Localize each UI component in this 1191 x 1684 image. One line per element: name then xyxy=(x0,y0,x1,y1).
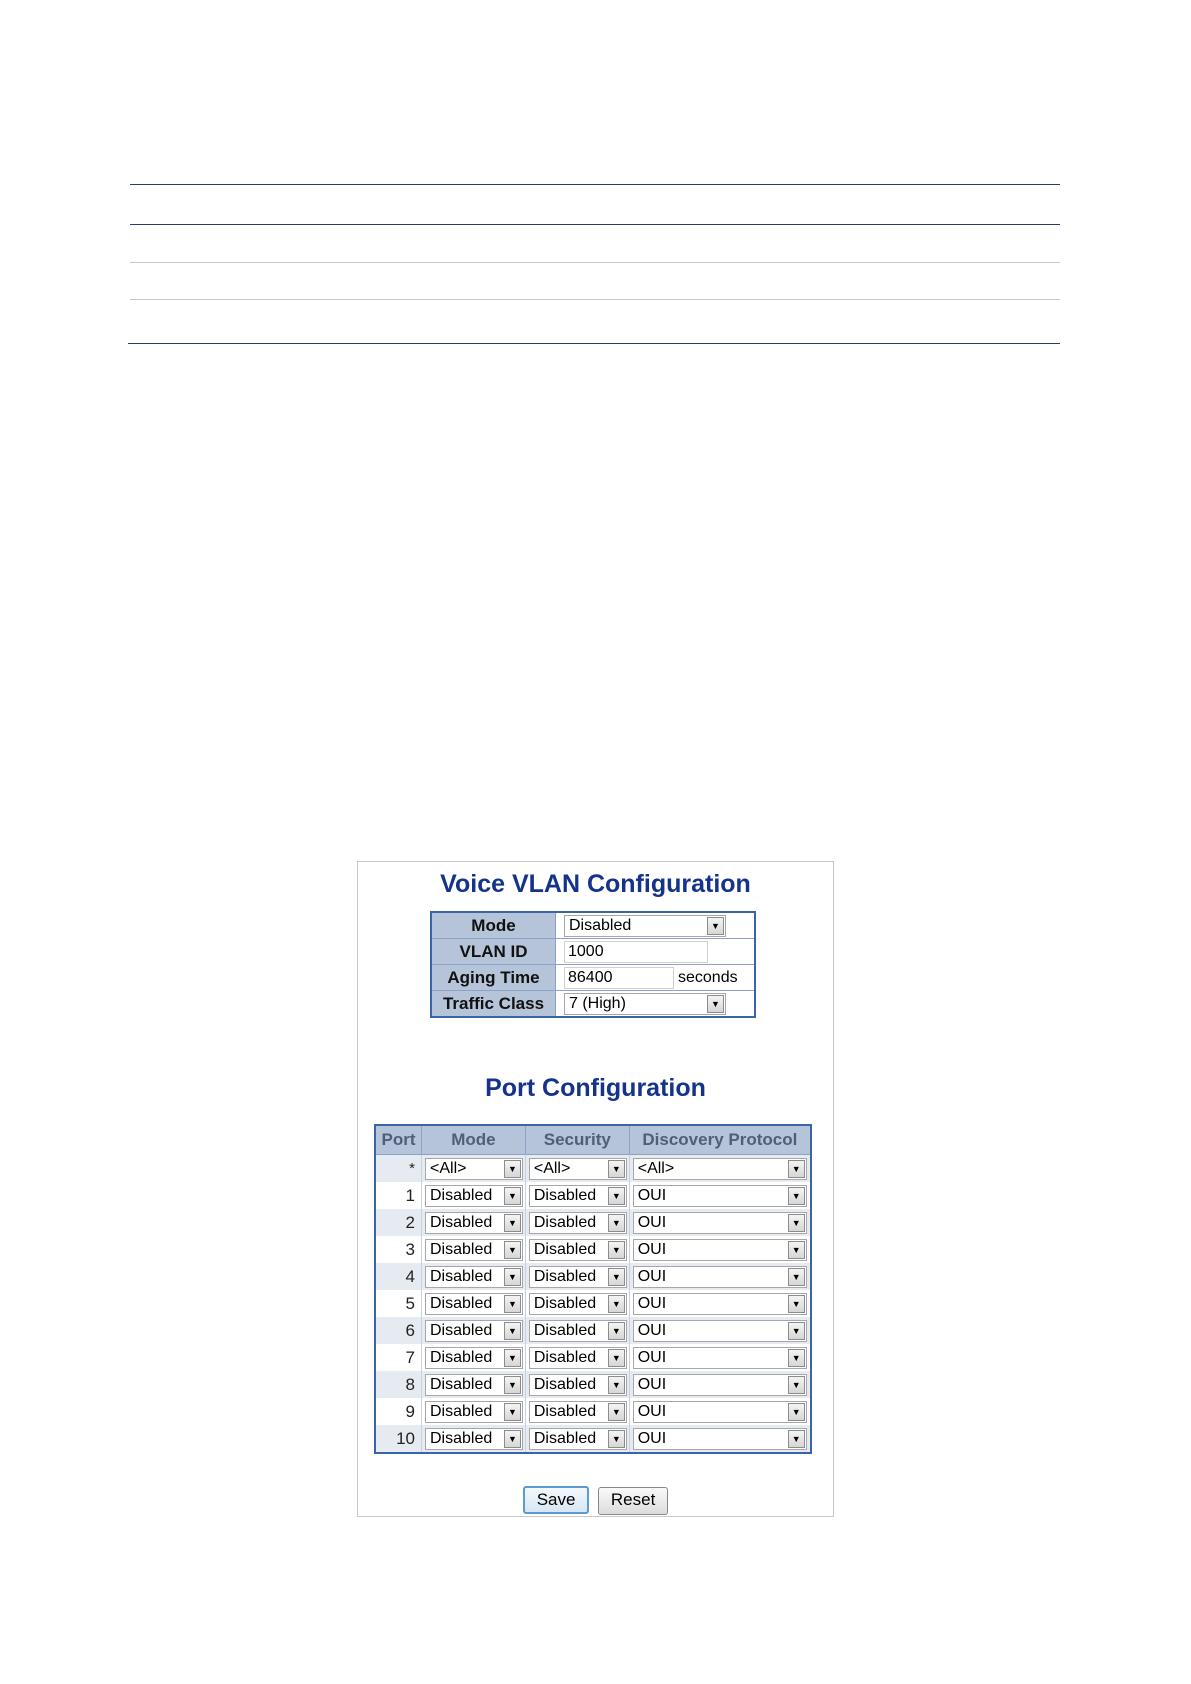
chevron-down-icon[interactable]: ▼ xyxy=(788,1322,805,1340)
chevron-down-icon[interactable]: ▼ xyxy=(504,1322,521,1340)
voice-vlan-config-table xyxy=(430,911,756,1018)
chevron-down-icon[interactable]: ▼ xyxy=(608,1268,625,1286)
chevron-down-icon[interactable]: ▼ xyxy=(504,1187,521,1205)
table-rule-header xyxy=(130,224,1060,225)
chevron-down-icon[interactable]: ▼ xyxy=(788,1376,805,1394)
chevron-down-icon[interactable]: ▼ xyxy=(608,1349,625,1367)
port-cell: 4 xyxy=(375,1263,422,1290)
security-select-all[interactable]: <All> ▼ xyxy=(529,1158,627,1180)
protocol-select[interactable]: OUI ▼ xyxy=(633,1428,807,1450)
table-row xyxy=(375,1398,811,1425)
port-cell: 1 xyxy=(375,1182,422,1209)
chevron-down-icon[interactable]: ▼ xyxy=(608,1376,625,1394)
chevron-down-icon[interactable]: ▼ xyxy=(608,1160,625,1178)
chevron-down-icon[interactable]: ▼ xyxy=(608,1322,625,1340)
mode-select[interactable]: Disabled ▼ xyxy=(425,1212,523,1234)
chevron-down-icon[interactable]: ▼ xyxy=(608,1214,625,1232)
security-select[interactable]: Disabled ▼ xyxy=(529,1374,627,1396)
mode-select[interactable]: Disabled ▼ xyxy=(425,1428,523,1450)
chevron-down-icon[interactable]: ▼ xyxy=(608,1430,625,1448)
chevron-down-icon[interactable]: ▼ xyxy=(608,1187,625,1205)
form-buttons xyxy=(358,1486,833,1515)
chevron-down-icon[interactable]: ▼ xyxy=(788,1295,805,1313)
port-cell: 3 xyxy=(375,1236,422,1263)
mode-label: Mode xyxy=(431,912,556,939)
port-cell: 5 xyxy=(375,1290,422,1317)
port-config-table xyxy=(374,1124,812,1454)
chevron-down-icon[interactable]: ▼ xyxy=(788,1430,805,1448)
protocol-select-all[interactable]: <All> ▼ xyxy=(633,1158,807,1180)
voice-vlan-title: Voice VLAN Configuration xyxy=(440,870,751,898)
table-row-all xyxy=(375,1155,811,1183)
security-select[interactable]: Disabled ▼ xyxy=(529,1401,627,1423)
traffic-class-select[interactable]: 7 (High) ▼ xyxy=(564,993,726,1015)
protocol-select[interactable]: OUI ▼ xyxy=(633,1239,807,1261)
port-cell: 2 xyxy=(375,1209,422,1236)
chevron-down-icon[interactable]: ▼ xyxy=(504,1241,521,1259)
security-select[interactable]: Disabled ▼ xyxy=(529,1347,627,1369)
chevron-down-icon[interactable]: ▼ xyxy=(504,1376,521,1394)
mode-select[interactable]: Disabled ▼ xyxy=(425,1185,523,1207)
vlan-id-label: VLAN ID xyxy=(431,939,556,965)
chevron-down-icon[interactable]: ▼ xyxy=(608,1403,625,1421)
protocol-select[interactable]: OUI ▼ xyxy=(633,1212,807,1234)
chevron-down-icon[interactable]: ▼ xyxy=(788,1349,805,1367)
port-cell: 6 xyxy=(375,1317,422,1344)
chevron-down-icon[interactable]: ▼ xyxy=(504,1349,521,1367)
table-rule-row xyxy=(130,299,1060,300)
table-rule-bottom xyxy=(128,343,1060,344)
port-cell: 10 xyxy=(375,1425,422,1453)
mode-select[interactable]: Disabled ▼ xyxy=(425,1293,523,1315)
chevron-down-icon[interactable]: ▼ xyxy=(788,1268,805,1286)
aging-time-unit: seconds xyxy=(678,968,738,986)
chevron-down-icon[interactable]: ▼ xyxy=(707,995,724,1013)
protocol-select[interactable]: OUI ▼ xyxy=(633,1374,807,1396)
port-cell: * xyxy=(375,1155,422,1183)
table-row xyxy=(375,1317,811,1344)
traffic-class-label: Traffic Class xyxy=(431,991,556,1018)
security-select[interactable]: Disabled ▼ xyxy=(529,1212,627,1234)
table-row xyxy=(375,1371,811,1398)
chevron-down-icon[interactable]: ▼ xyxy=(788,1160,805,1178)
port-config-title: Port Configuration xyxy=(485,1074,706,1102)
save-button[interactable]: Save xyxy=(523,1486,590,1514)
column-header-mode: Mode xyxy=(422,1125,526,1155)
column-header-security: Security xyxy=(525,1125,629,1155)
aging-time-input[interactable]: 86400 xyxy=(564,967,674,989)
vlan-id-input[interactable]: 1000 xyxy=(564,941,708,963)
mode-select[interactable]: Disabled ▼ xyxy=(425,1374,523,1396)
table-row xyxy=(375,1344,811,1371)
chevron-down-icon[interactable]: ▼ xyxy=(504,1430,521,1448)
mode-select[interactable]: Disabled ▼ xyxy=(425,1266,523,1288)
chevron-down-icon[interactable]: ▼ xyxy=(707,917,724,935)
protocol-select[interactable]: OUI ▼ xyxy=(633,1320,807,1342)
chevron-down-icon[interactable]: ▼ xyxy=(788,1403,805,1421)
protocol-select[interactable]: OUI ▼ xyxy=(633,1185,807,1207)
security-select[interactable]: Disabled ▼ xyxy=(529,1239,627,1261)
port-cell: 9 xyxy=(375,1398,422,1425)
security-select[interactable]: Disabled ▼ xyxy=(529,1428,627,1450)
security-select[interactable]: Disabled ▼ xyxy=(529,1266,627,1288)
chevron-down-icon[interactable]: ▼ xyxy=(788,1241,805,1259)
aging-time-label: Aging Time xyxy=(431,965,556,991)
chevron-down-icon[interactable]: ▼ xyxy=(788,1187,805,1205)
table-row xyxy=(375,1182,811,1209)
chevron-down-icon[interactable]: ▼ xyxy=(504,1403,521,1421)
protocol-select[interactable]: OUI ▼ xyxy=(633,1347,807,1369)
table-rule-top xyxy=(130,184,1060,185)
table-row xyxy=(375,1209,811,1236)
protocol-select[interactable]: OUI ▼ xyxy=(633,1293,807,1315)
chevron-down-icon[interactable]: ▼ xyxy=(504,1295,521,1313)
mode-select[interactable]: Disabled ▼ xyxy=(425,1347,523,1369)
mode-select-all[interactable]: <All> ▼ xyxy=(425,1158,523,1180)
table-row xyxy=(375,1263,811,1290)
mode-select[interactable]: Disabled ▼ xyxy=(425,1320,523,1342)
port-cell: 8 xyxy=(375,1371,422,1398)
chevron-down-icon[interactable]: ▼ xyxy=(504,1160,521,1178)
chevron-down-icon[interactable]: ▼ xyxy=(608,1241,625,1259)
mode-select[interactable]: Disabled ▼ xyxy=(425,1401,523,1423)
chevron-down-icon[interactable]: ▼ xyxy=(608,1295,625,1313)
mode-select[interactable]: Disabled ▼ xyxy=(564,915,726,937)
table-row xyxy=(375,1290,811,1317)
port-cell: 7 xyxy=(375,1344,422,1371)
table-row xyxy=(375,1425,811,1453)
mode-select[interactable]: Disabled ▼ xyxy=(425,1239,523,1261)
column-header-discovery-protocol: Discovery Protocol xyxy=(629,1125,811,1155)
voice-vlan-panel xyxy=(357,861,834,1517)
security-select[interactable]: Disabled ▼ xyxy=(529,1320,627,1342)
security-select[interactable]: Disabled ▼ xyxy=(529,1293,627,1315)
reset-button[interactable]: Reset xyxy=(598,1487,668,1515)
chevron-down-icon[interactable]: ▼ xyxy=(504,1268,521,1286)
table-row xyxy=(375,1236,811,1263)
protocol-select[interactable]: OUI ▼ xyxy=(633,1401,807,1423)
protocol-select[interactable]: OUI ▼ xyxy=(633,1266,807,1288)
chevron-down-icon[interactable]: ▼ xyxy=(788,1214,805,1232)
table-rule-row xyxy=(130,262,1060,263)
column-header-port: Port xyxy=(375,1125,422,1155)
security-select[interactable]: Disabled ▼ xyxy=(529,1185,627,1207)
chevron-down-icon[interactable]: ▼ xyxy=(504,1214,521,1232)
